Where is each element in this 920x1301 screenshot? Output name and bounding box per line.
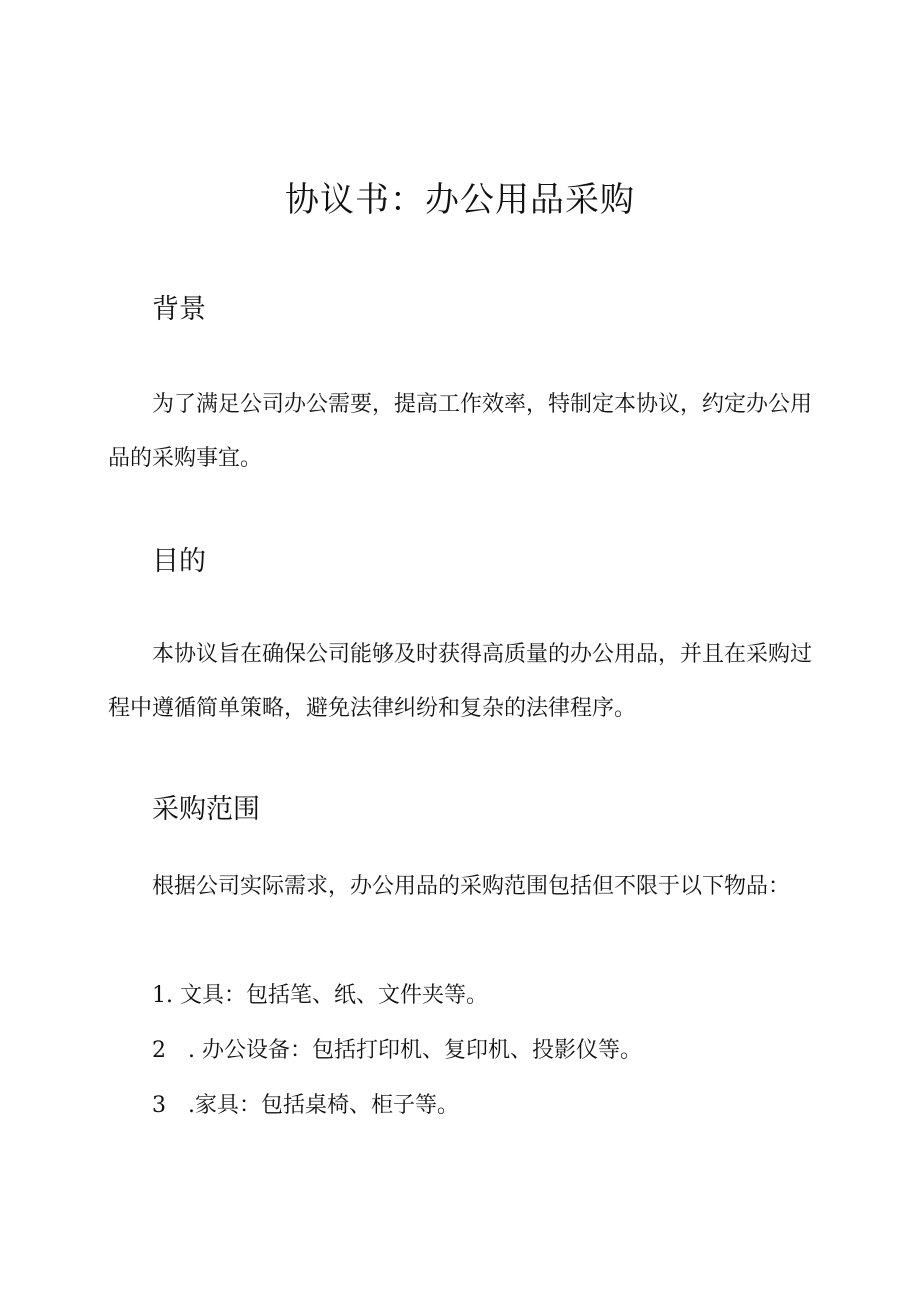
section-heading-purpose: 目的	[152, 546, 206, 577]
list-item: 3 .家具：包括桌椅、柜子等。	[152, 1093, 459, 1118]
section-body-background: 为了满足公司办公需要，提高工作效率，特制定本协议，约定办公用品的采购事宜。	[108, 392, 813, 471]
section-heading-background: 背景	[152, 294, 206, 325]
section-body-scope: 根据公司实际需求，办公用品的采购范围包括但不限于以下物品：	[152, 874, 791, 899]
section-body-purpose: 本协议旨在确保公司能够及时获得高质量的办公用品，并且在采购过程中遵循简单策略，避免法律纠纷和复杂的法律程序。	[108, 642, 813, 721]
section-heading-scope: 采购范围	[152, 794, 260, 825]
list-item: 2 . 办公设备：包括打印机、复印机、投影仪等。	[152, 1038, 642, 1063]
document-title: 协议书：办公用品采购	[285, 180, 635, 220]
list-item: 1. 文具：包括笔、纸、文件夹等。	[152, 983, 488, 1008]
